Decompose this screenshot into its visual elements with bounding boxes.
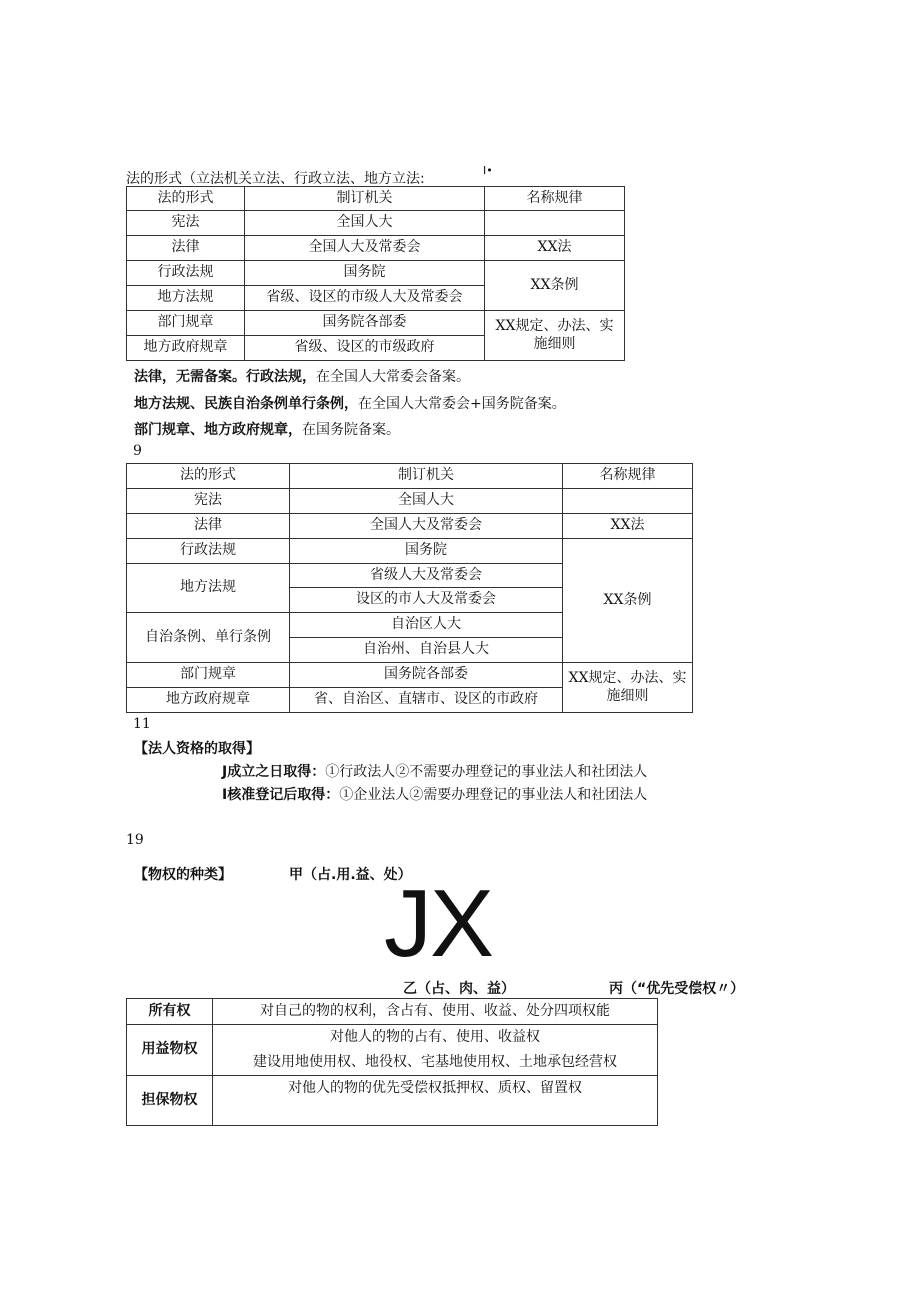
rule-line: 施细则 (533, 335, 576, 352)
form-cell: 宪法 (127, 211, 245, 236)
note-bold: 法律，无需备案。行政法规， (134, 369, 316, 385)
rule-cell: XX法 (563, 514, 693, 539)
header-cell: 制订机关 (290, 464, 563, 489)
org-cell: 国务院 (245, 261, 485, 286)
org-cell: 国务院各部委 (290, 663, 563, 688)
header-cell: 法的形式 (127, 187, 245, 211)
note-plain: 在全国人大常委会备案。 (316, 369, 470, 385)
form-cell: 宪法 (127, 489, 290, 514)
right-text: 对自己的物的权利，含占有、使用、收益、处分四项权能 (213, 999, 658, 1025)
form-cell: 地方法规 (127, 564, 290, 613)
rule-cell (485, 311, 625, 361)
jia-label: 甲（占.用.益、处） (289, 867, 412, 883)
form-cell: 地方政府规章 (127, 688, 290, 713)
note-line (134, 419, 400, 439)
org-cell: 全国人大 (245, 211, 485, 236)
section-title: 【物权的种类】 (134, 867, 232, 883)
property-rights-table (126, 998, 658, 1126)
note-line (134, 393, 566, 413)
right-label: 担保物权 (127, 1076, 213, 1126)
org-cell: 设区的市人大及常委会 (290, 588, 563, 613)
line-bold: I核准登记后取得： (222, 787, 340, 803)
empty-cell (485, 211, 625, 236)
org-cell: 国务院 (290, 539, 563, 564)
section-title: 【法人资格的取得】 (134, 741, 260, 757)
org-cell: 省级、设区的市级人大及常委会 (245, 286, 485, 311)
org-cell: 自治州、自治县人大 (290, 638, 563, 663)
line-plain: ①企业法人②需要办理登记的事业法人和社团法人 (339, 787, 648, 803)
legal-person-line (222, 761, 647, 781)
org-cell: 全国人大及常委会 (290, 514, 563, 539)
line-bold: J成立之日取得： (222, 764, 326, 780)
header-cell: 名称规律 (485, 187, 625, 211)
yi-label: 乙（占、肉、益） (403, 981, 515, 997)
header-cell: 名称规律 (563, 464, 693, 489)
law-forms-table-2 (126, 463, 693, 713)
rule-line: XX规定、办法、实 (568, 670, 687, 686)
empty-cell (563, 489, 693, 514)
org-cell: 省级人大及常委会 (290, 564, 563, 588)
org-cell: 全国人大及常委会 (245, 236, 485, 261)
org-cell: 国务院各部委 (245, 311, 485, 336)
form-cell: 行政法规 (127, 539, 290, 564)
note-line (134, 366, 470, 386)
right-label: 所有权 (127, 999, 213, 1025)
org-cell: 省、自治区、直辖市、设区的市政府 (290, 688, 563, 713)
right-text: 对他人的物的优先受偿权抵押权、质权、留置权 (213, 1076, 658, 1126)
note-bold: 部门规章、地方政府规章， (134, 422, 302, 438)
form-cell: 法律 (127, 514, 290, 539)
form-cell: 行政法规 (127, 261, 245, 286)
page-number: 9 (133, 443, 142, 459)
org-cell: 全国人大 (290, 489, 563, 514)
org-cell: 省级、设区的市级政府 (245, 336, 485, 361)
header-cell: 法的形式 (127, 464, 290, 489)
page-number: 19 (126, 832, 144, 848)
form-cell: 部门规章 (127, 663, 290, 688)
rule-line: XX规定、办法、实 (495, 318, 614, 334)
right-text (213, 1025, 658, 1076)
law-forms-table-1 (126, 186, 625, 361)
org-cell: 自治区人大 (290, 613, 563, 638)
bing-label: 丙（“优先受偿权〃） (609, 981, 745, 997)
right-text-line: 对他人的物的占有、使用、收益权 (330, 1029, 540, 1045)
form-cell: 部门规章 (127, 311, 245, 336)
right-label: 用益物权 (127, 1025, 213, 1076)
header-cell: 制订机关 (245, 187, 485, 211)
rule-cell: XX条例 (485, 261, 625, 311)
jx-glyph: JX (384, 870, 493, 977)
section1-heading: 法的形式（立法机关立法、行政立法、地方立法: (126, 171, 425, 187)
rule-cell: XX法 (485, 236, 625, 261)
page-number: 11 (133, 716, 151, 732)
form-cell: 地方法规 (127, 286, 245, 311)
legal-person-line (222, 784, 647, 804)
line-plain: ①行政法人②不需要办理登记的事业法人和社团法人 (325, 764, 648, 780)
rule-cell: XX条例 (563, 539, 693, 663)
form-cell: 地方政府规章 (127, 336, 245, 361)
note-plain: 在全国人大常委会+国务院备案。 (358, 396, 566, 412)
rule-cell (563, 663, 693, 713)
rule-line: 施细则 (606, 687, 649, 704)
note-bold: 地方法规、民族自治条例单行条例， (134, 396, 358, 412)
corner-mark: I• (483, 164, 493, 177)
form-cell: 法律 (127, 236, 245, 261)
form-cell: 自治条例、单行条例 (127, 613, 290, 663)
note-plain: 在国务院备案。 (302, 422, 400, 438)
right-text-line: 建设用地使用权、地役权、宅基地使用权、土地承包经营权 (253, 1054, 617, 1070)
